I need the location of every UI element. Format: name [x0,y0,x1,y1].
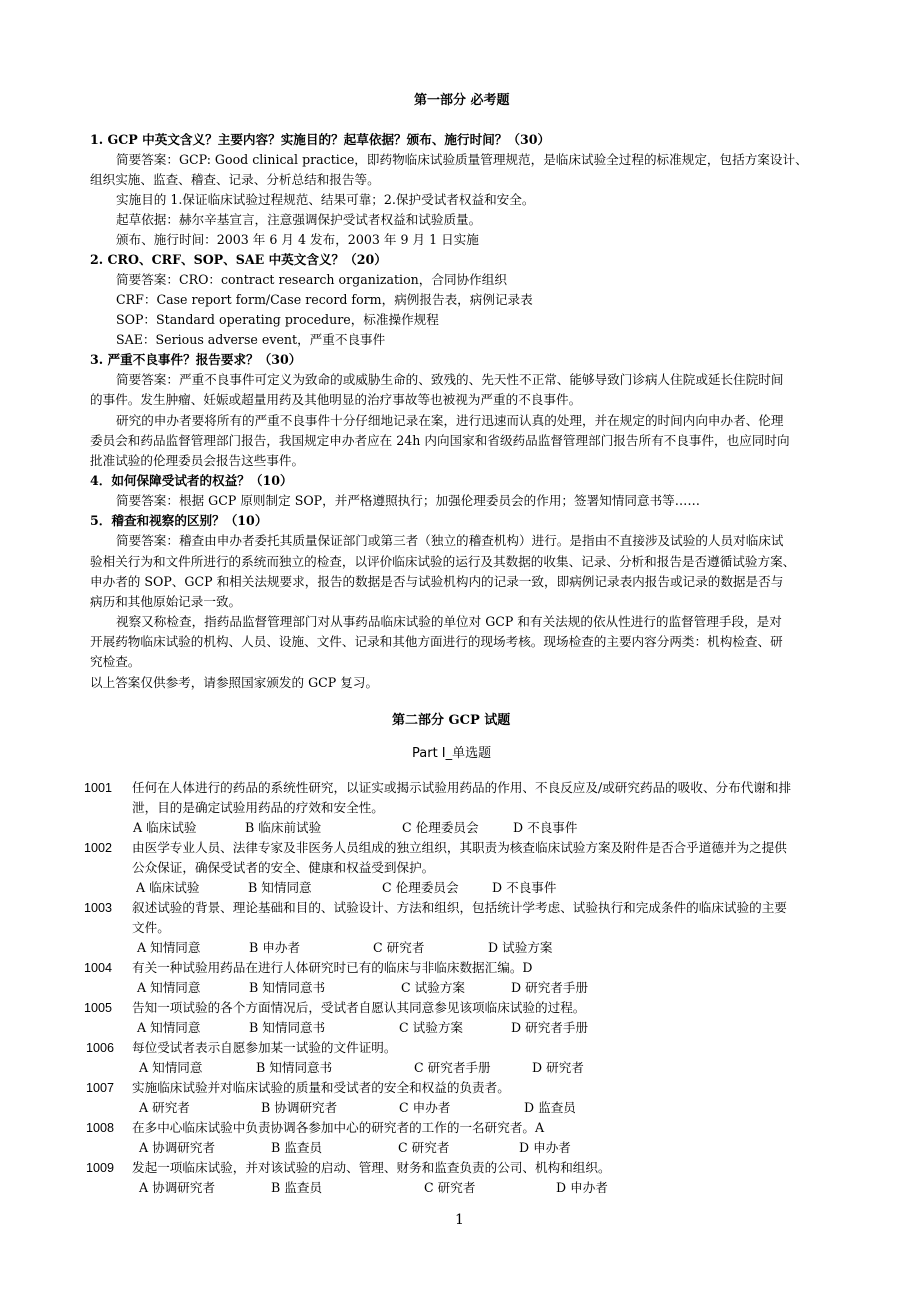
question-text: 任何在人体进行的药品的系统性研究，以证实或揭示试验用药品的作用、不良反应及/或研究药品的吸收、分布代谢和排 [132,780,792,795]
q3-line: 研究的申办者要将所有的严重不良事件十分仔细地记录在案，进行迅速而认真的处理，并在规定的时间内向申办者、伦理 [116,413,784,428]
q2-line: 简要答案：CRO：contract research organization，合同协作组织 [116,272,507,287]
answer-option: D 试验方案 [488,940,553,955]
question-text: 实施临床试验并对临床试验的质量和受试者的安全和权益的负责者。 [132,1080,510,1095]
q5-line: 视察又称检查，指药品监督管理部门对从事药品临床试验的单位对 GCP 和有关法规的依从性进行的监督管理手段，是对 [116,614,782,629]
question-number: 1001 [84,781,113,795]
answer-option: C 伦理委员会 [402,820,479,835]
question-number: 1003 [84,901,113,915]
answer-option: B 知情同意书 [249,1020,326,1035]
q2-line: CRF：Case report form/Case record form，病例报告表，病例记录表 [116,292,533,307]
question-text: 公众保证，确保受试者的安全、健康和权益受到保护。 [132,860,435,875]
q1-heading: 1. GCP 中英文含义？主要内容？实施目的？起草依据？颁布、施行时间？（30） [90,132,551,147]
answer-option: B 临床前试验 [245,820,322,835]
answer-option: D 不良事件 [513,820,578,835]
answer-option: A 临床试验 [136,880,200,895]
q5-line: 简要答案：稽查由申办者委托其质量保证部门或第三者（独立的稽查机构）进行。是指由不直接涉及试验的人员对临床试 [116,533,784,548]
q4-line: 简要答案：根据 GCP 原则制定 SOP，并严格遵照执行；加强伦理委员会的作用；签署知情同意书等…… [116,493,700,508]
answer-option: C 试验方案 [399,1020,464,1035]
q2-line: SAE：Serious adverse event，严重不良事件 [116,332,386,347]
question-number: 1004 [84,961,113,975]
q3-line: 的事件。发生肿瘤、妊娠或超量用药及其他明显的治疗事故等也被视为严重的不良事件。 [90,392,582,407]
answer-option: C 研究者 [398,1140,450,1155]
q3-heading: 3. 严重不良事件？报告要求？（30） [90,352,302,367]
answer-option: B 监查员 [271,1140,323,1155]
q3-line: 批准试验的伦理委员会报告这些事件。 [90,453,305,468]
q4-heading: 4．如何保障受试者的权益？（10） [90,473,293,488]
answer-option: C 申办者 [399,1100,451,1115]
answer-option: C 研究者 [424,1180,476,1195]
answer-option: A 知情同意 [137,980,201,995]
answer-option: C 研究者 [373,940,425,955]
answer-option: B 申办者 [249,940,301,955]
page-number: 1 [455,1212,464,1228]
q1-line: 组织实施、监查、稽查、记录、分析总结和报告等。 [90,172,380,187]
question-number: 1009 [86,1161,115,1175]
answer-option: D 申办者 [556,1180,608,1195]
answer-option: A 研究者 [139,1100,190,1115]
answer-option: B 知情同意 [248,880,312,895]
question-text: 告知一项试验的各个方面情况后，受试者自愿认其同意参见该项临床试验的过程。 [132,1000,586,1015]
part1-title: 第一部分 必考题 [414,93,510,108]
q3-line: 委员会和药品监督管理部门报告，我国规定申办者应在 24h 内向国家和省级药品监督管理部门报告所有不良事件，也应同时向 [90,433,790,448]
answer-option: A 临床试验 [133,820,197,835]
question-number: 1008 [86,1121,115,1135]
question-text: 有关一种试验用药品在进行人体研究时已有的临床与非临床数据汇编。D [132,960,533,975]
question-text: 文件。 [132,920,170,935]
answer-option: A 知情同意 [139,1060,203,1075]
answer-option: D 不良事件 [492,880,557,895]
part1-note: 以上答案仅供参考，请参照国家颁发的 GCP 复习。 [90,675,379,690]
q5-line: 验相关行为和文件所进行的系统而独立的检查，以评价临床试验的运行及其数据的收集、记录、分析和报告是否遵循试验方案、 [90,554,796,569]
q1-line: 实施目的 1.保证临床试验过程规范、结果可靠；2.保护受试者权益和安全。 [116,192,535,207]
question-text: 每位受试者表示自愿参加某一试验的文件证明。 [132,1040,397,1055]
answer-option: A 协调研究者 [139,1140,216,1155]
answer-option: A 知情同意 [137,1020,201,1035]
answer-option: A 知情同意 [137,940,201,955]
part2-subtitle: Part I_单选题 [412,746,492,761]
q5-line: 开展药物临床试验的机构、人员、设施、文件、记录和其他方面进行的现场考核。现场检查的主要内容分两类：机构检查、研 [90,634,783,649]
q1-line: 起草依据：赫尔辛基宣言，注意强调保护受试者权益和试验质量。 [116,212,482,227]
answer-option: B 监查员 [271,1180,323,1195]
question-number: 1007 [86,1081,115,1095]
question-text: 由医学专业人员、法律专家及非医务人员组成的独立组织，其职责为核查临床试验方案及附件是否合乎道德并为之提供 [132,840,787,855]
answer-option: C 研究者手册 [414,1060,491,1075]
q2-line: SOP：Standard operating procedure，标准操作规程 [116,312,439,327]
answer-option: B 协调研究者 [261,1100,338,1115]
q5-line: 究检查。 [90,654,141,669]
question-number: 1005 [84,1001,113,1015]
answer-option: D 研究者手册 [511,1020,589,1035]
question-text: 泄，目的是确定试验用药品的疗效和安全性。 [132,800,384,815]
part2-title: 第二部分 GCP 试题 [392,713,511,728]
answer-option: B 知情同意书 [249,980,326,995]
answer-option: A 协调研究者 [139,1180,216,1195]
answer-option: D 研究者手册 [511,980,589,995]
q5-heading: 5．稽查和视察的区别？（10） [90,513,268,528]
question-number: 1002 [84,841,113,855]
q3-line: 简要答案：严重不良事件可定义为致命的或威胁生命的、致残的、先天性不正常、能够导致门诊病人住院或延长住院时间 [116,372,784,387]
question-number: 1006 [86,1041,115,1055]
question-text: 发起一项临床试验，并对该试验的启动、管理、财务和监查负责的公司、机构和组织。 [132,1160,611,1175]
answer-option: D 研究者 [532,1060,584,1075]
question-text: 叙述试验的背景、理论基础和目的、试验设计、方法和组织，包括统计学考虑、试验执行和完成条件的临床试验的主要 [132,900,787,915]
q1-line: 简要答案：GCP: Good clinical practice，即药物临床试验质量管理规范，是临床试验全过程的标准规定，包括方案设计、 [116,152,808,167]
answer-option: D 监查员 [524,1100,576,1115]
answer-option: D 申办者 [519,1140,571,1155]
q1-line: 颁布、施行时间：2003 年 6 月 4 发布，2003 年 9 月 1 日实施 [116,232,479,247]
q5-line: 病历和其他原始记录一致。 [90,594,242,609]
answer-option: B 知情同意书 [256,1060,333,1075]
answer-option: C 伦理委员会 [382,880,459,895]
question-text: 在多中心临床试验中负责协调各参加中心的研究者的工作的一名研究者。A [132,1120,545,1135]
answer-option: C 试验方案 [401,980,466,995]
q5-line: 申办者的 SOP、GCP 和相关法规要求，报告的数据是否与试验机构内的记录一致，即病例记录表内报告或记录的数据是否与 [90,574,784,589]
q2-heading: 2. CRO、CRF、SOP、SAE 中英文含义？（20） [90,252,387,267]
